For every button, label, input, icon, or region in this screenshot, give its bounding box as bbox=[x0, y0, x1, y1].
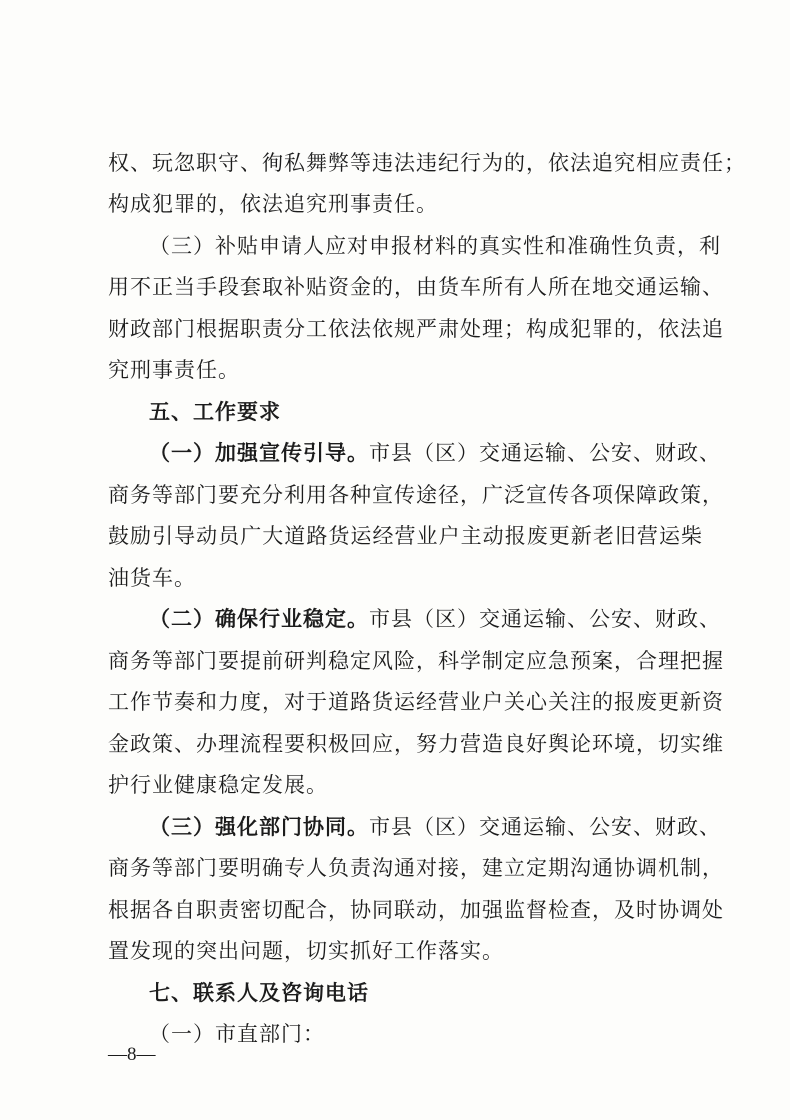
subsection-label: （一）市直部门： bbox=[149, 1022, 325, 1046]
paragraph-line: 金政策、办理流程要积极回应，努力营造良好舆论环境，切实维 bbox=[108, 732, 724, 756]
paragraph-line: 财政部门根据职责分工依法依规严肃处理；构成犯罪的，依法追 bbox=[108, 317, 724, 341]
paragraph-line: 鼓励引导动员广大道路货运经营业户主动报废更新老旧营运柴 bbox=[108, 524, 703, 548]
paragraph-line: 商务等部门要充分利用各种宣传途径，广泛宣传各项保障政策， bbox=[108, 483, 724, 507]
paragraph-line: 护行业健康稳定发展。 bbox=[108, 773, 328, 797]
paragraph-line: 商务等部门要提前研判稳定风险，科学制定应急预案，合理把握 bbox=[108, 649, 724, 673]
paragraph-text: 市县（区）交通运输、公安、财政、 bbox=[369, 441, 721, 465]
paragraph-line: 工作节奏和力度，对于道路货运经营业户关心关注的报废更新资 bbox=[108, 690, 724, 714]
paragraph-text: 市县（区）交通运输、公安、财政、 bbox=[369, 607, 721, 631]
paragraph-line bbox=[149, 601, 721, 637]
paragraph-line: 构成犯罪的，依法追究刑事责任。 bbox=[108, 192, 438, 216]
paragraph-lead: （一）加强宣传引导。 bbox=[149, 440, 369, 465]
page-number: —8— bbox=[108, 1044, 156, 1065]
paragraph-lead: （二）确保行业稳定。 bbox=[149, 606, 369, 631]
section-heading-five: 五、工作要求 bbox=[149, 399, 281, 424]
paragraph-line: 究刑事责任。 bbox=[108, 358, 240, 382]
paragraph-line bbox=[149, 809, 721, 845]
paragraph-line: 根据各自职责密切配合，协同联动，加强监督检查，及时协调处 bbox=[108, 898, 724, 922]
paragraph-text: 市县（区）交通运输、公安、财政、 bbox=[369, 815, 721, 839]
section-heading-seven: 七、联系人及咨询电话 bbox=[149, 980, 369, 1005]
paragraph-line: 油货车。 bbox=[108, 566, 196, 590]
paragraph-lead: （三）强化部门协同。 bbox=[149, 814, 369, 839]
paragraph-line: 权、玩忽职守、徇私舞弊等违法违纪行为的，依法追究相应责任； bbox=[108, 151, 746, 175]
paragraph-line: （三）补贴申请人应对申报材料的真实性和准确性负责，利 bbox=[149, 234, 721, 258]
paragraph-line: 商务等部门要明确专人负责沟通对接，建立定期沟通协调机制， bbox=[108, 856, 724, 880]
paragraph-line: 用不正当手段套取补贴资金的，由货车所有人所在地交通运输、 bbox=[108, 275, 724, 299]
paragraph-line: 置发现的突出问题，切实抓好工作落实。 bbox=[108, 939, 504, 963]
paragraph-line bbox=[149, 435, 721, 471]
